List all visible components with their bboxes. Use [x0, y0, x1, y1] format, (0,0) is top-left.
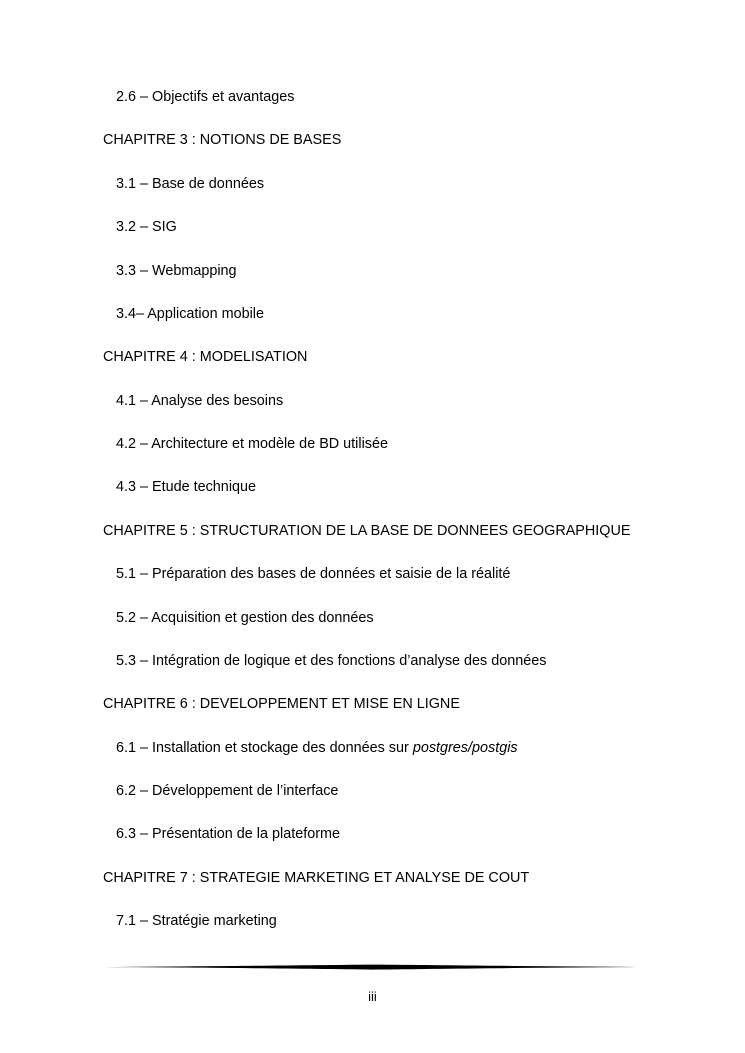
toc-entry-text: 3.2 – SIG	[116, 219, 177, 235]
toc-section-4-2	[116, 435, 388, 453]
toc-chapter-7	[103, 869, 529, 887]
toc-section-3-4	[116, 305, 264, 323]
toc-entry-text: 6.2 – Développement de l’interface	[116, 783, 339, 799]
toc-entry-text: 2.6 – Objectifs et avantages	[116, 89, 295, 105]
toc-entry-text: 6.1 – Installation et stockage des données sur	[116, 740, 413, 756]
toc-entry-text: 5.1 – Préparation des bases de données et saisie de la réalité	[116, 566, 511, 582]
toc-chapter-6	[103, 695, 460, 713]
toc-entry-text: 4.3 – Etude technique	[116, 479, 257, 495]
toc-entry-text: 7.1 – Stratégie marketing	[116, 913, 277, 929]
toc-entry-text: 4.1 – Analyse des besoins	[116, 393, 284, 409]
toc-chapter-5	[103, 522, 630, 540]
toc-section-5-1	[116, 565, 510, 583]
footer-separator-rule	[103, 960, 641, 974]
toc-section-5-2	[116, 609, 374, 627]
page-number: iii	[368, 989, 377, 1004]
toc-section-3-2	[116, 218, 177, 236]
toc-section-5-3	[116, 652, 546, 670]
toc-entry-text: CHAPITRE 3 : NOTIONS DE BASES	[103, 132, 342, 148]
toc-entry-text: CHAPITRE 7 : STRATEGIE MARKETING ET ANALYSE DE COUT	[103, 870, 530, 886]
toc-section-7-1	[116, 912, 277, 930]
toc-entry-text: 3.3 – Webmapping	[116, 263, 237, 279]
toc-section-2-6	[116, 88, 294, 106]
toc-entry-text: CHAPITRE 4 : MODELISATION	[103, 349, 308, 365]
toc-section-3-3	[116, 262, 237, 280]
toc-entry-text: 3.4– Application mobile	[116, 306, 265, 322]
toc-entry-text: CHAPITRE 5 : STRUCTURATION DE LA BASE DE DONNEES GEOGRAPHIQUE	[103, 523, 631, 539]
toc-entry-text: CHAPITRE 6 : DEVELOPPEMENT ET MISE EN LIGNE	[103, 696, 460, 712]
toc-section-4-3	[116, 478, 256, 496]
toc-chapter-4	[103, 348, 307, 366]
toc-entry-text: 4.2 – Architecture et modèle de BD utilisée	[116, 436, 388, 452]
toc-section-6-3	[116, 825, 340, 843]
toc-section-4-1	[116, 392, 283, 410]
toc-entry-text: 5.3 – Intégration de logique et des fonctions d’analyse des données	[116, 653, 547, 669]
toc-chapter-3	[103, 131, 341, 149]
toc-section-6-1	[116, 739, 518, 757]
toc-entry-emphasis: postgres/postgis	[412, 740, 518, 756]
toc-section-3-1	[116, 175, 264, 193]
toc-entry-text: 3.1 – Base de données	[116, 176, 265, 192]
toc-entry-text: 6.3 – Présentation de la plateforme	[116, 826, 340, 842]
toc-entry-text: 5.2 – Acquisition et gestion des données	[116, 610, 374, 626]
toc-section-6-2	[116, 782, 338, 800]
